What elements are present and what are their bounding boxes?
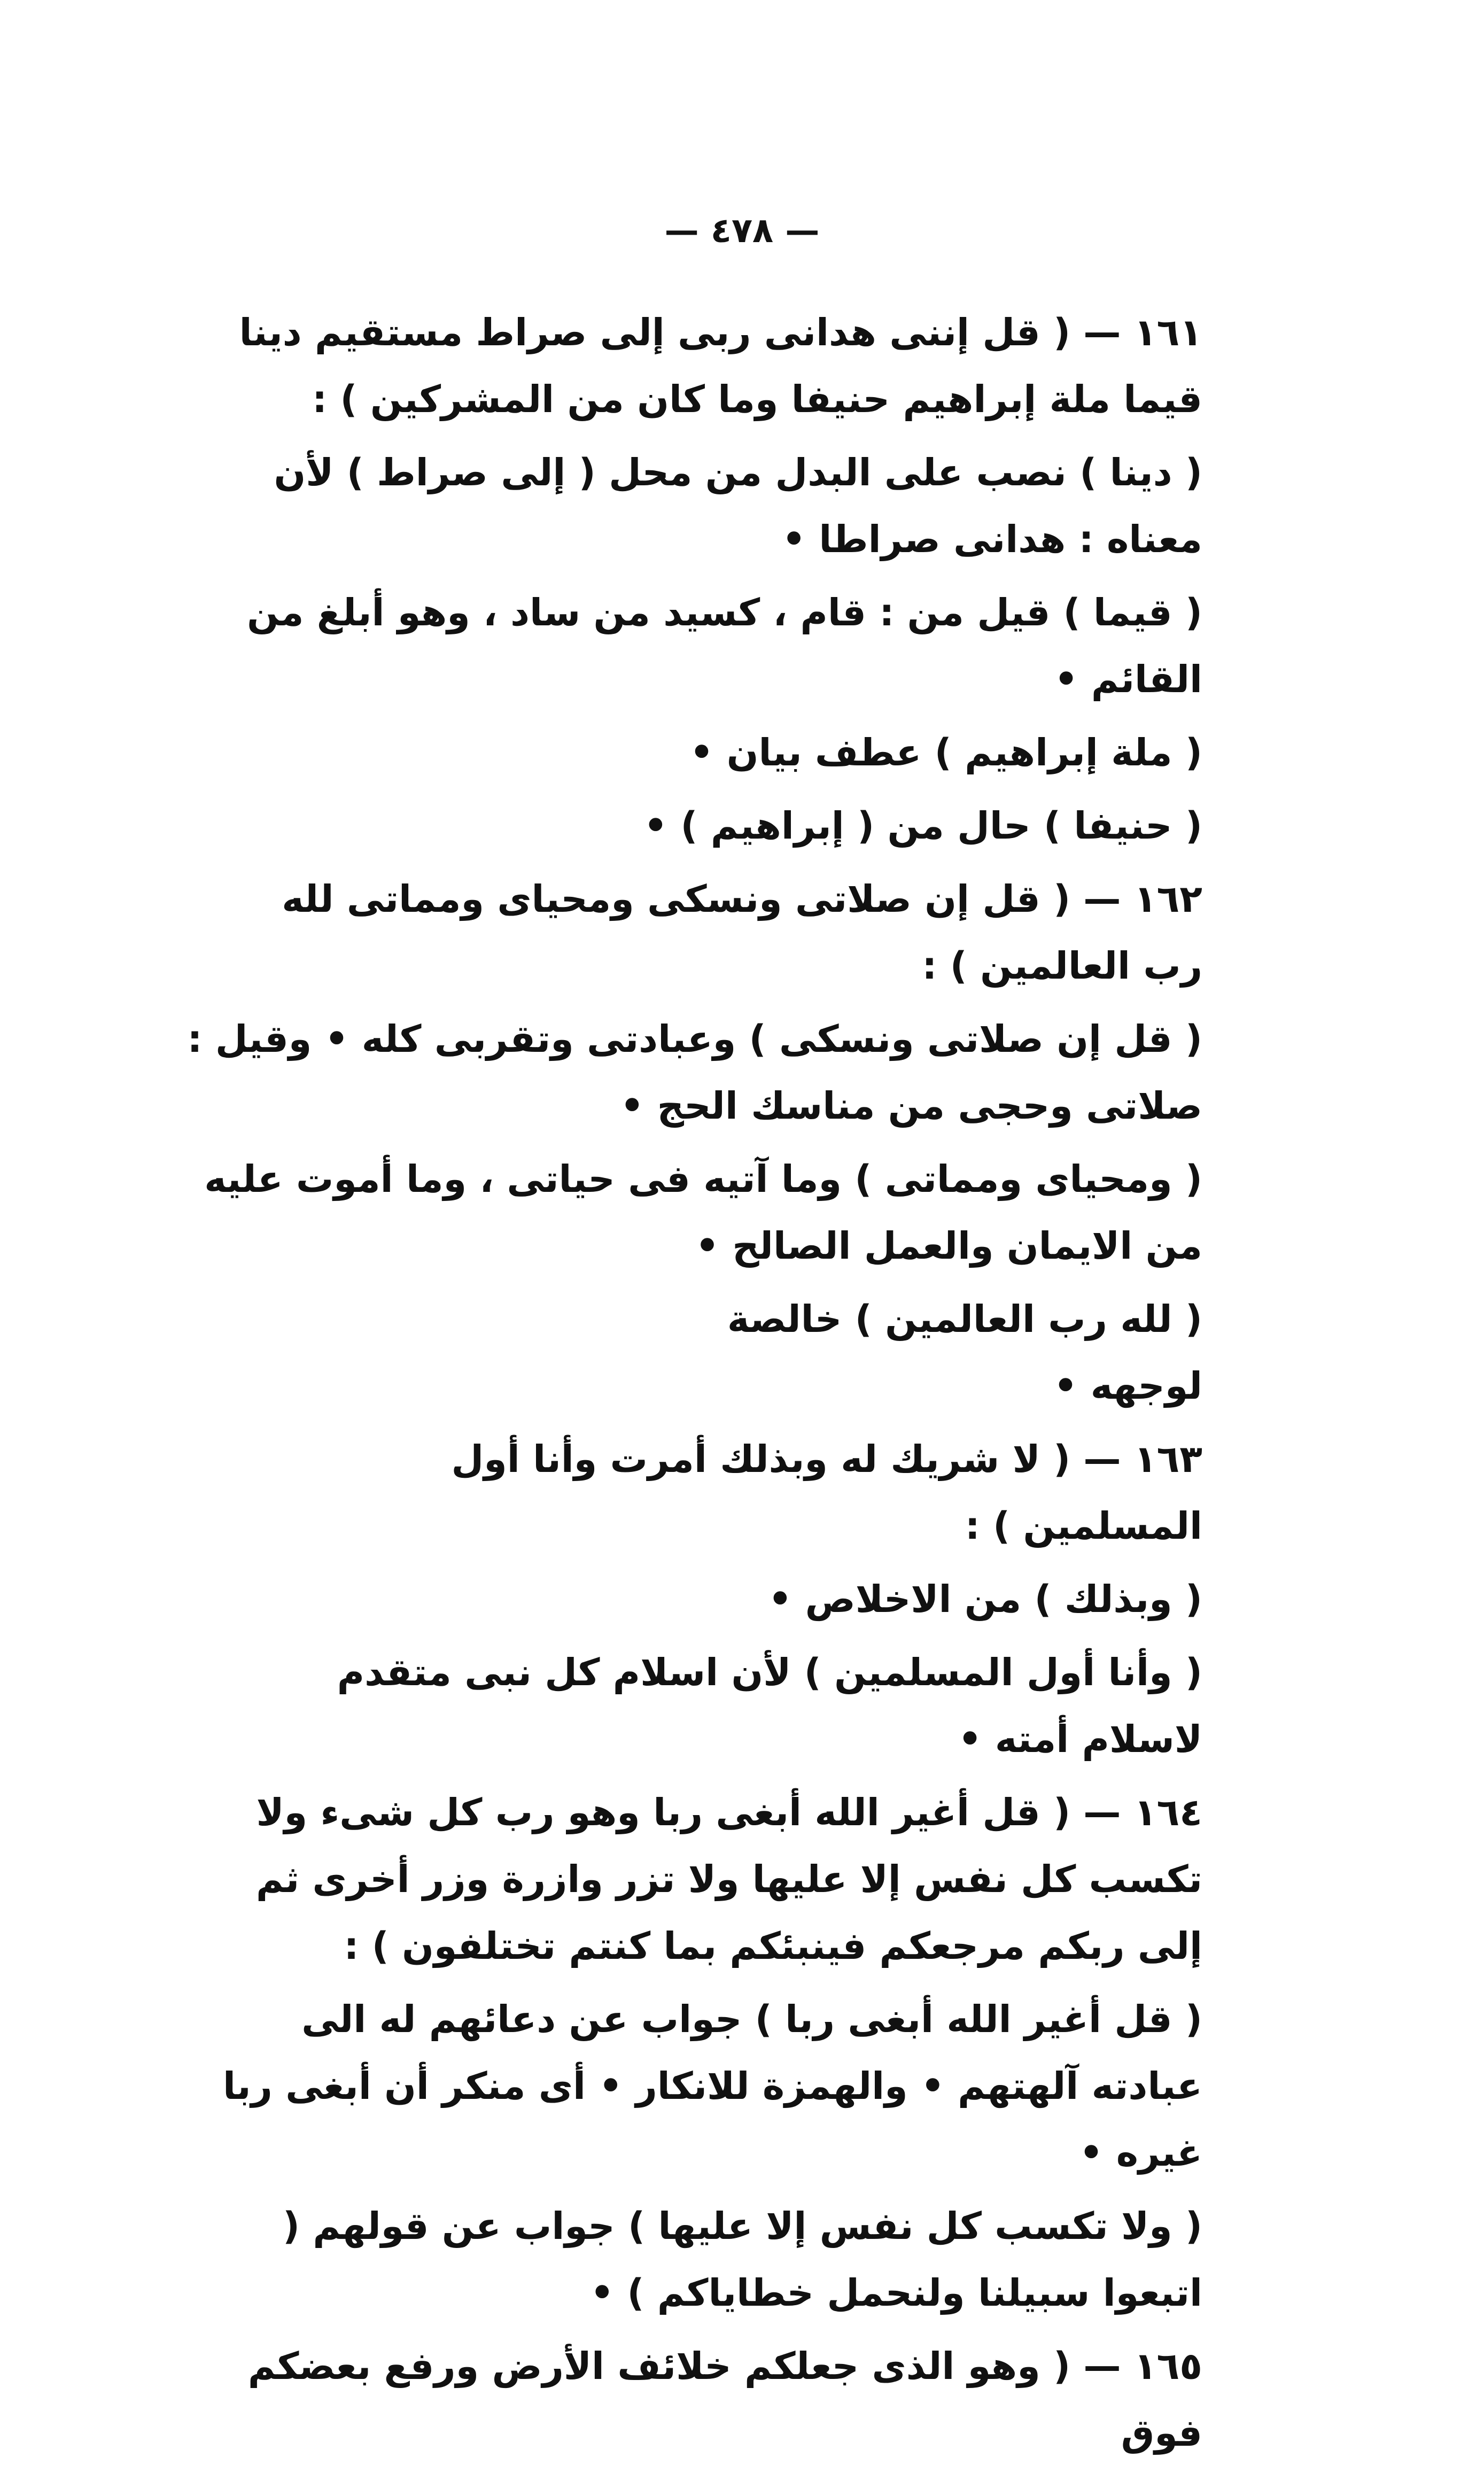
paragraph-lillah: ( لله رب العالمين ) خالصة لوجهه •: [727, 1297, 1202, 1408]
page-number: — ٤٧٨ —: [664, 211, 820, 251]
page-body: [187, 299, 1202, 2473]
paragraph-salati: ( قل إن صلاتى ونسكى ) وعبادتى وتقربى كله • وقيل : صلاتى وحجى من مناسك الحج •: [187, 1017, 1202, 1128]
paragraph-millata: ( ملة إبراهيم ) عطف بيان •: [689, 731, 1202, 774]
paragraph-dina: ( دينا ) نصب على البدل من محل ( إلى صراط ) لأن معناه : هدانى صراطا •: [274, 451, 1202, 561]
paragraph-verse-163: ١٦٣ — ( لا شريك له وبذلك أمرت وأنا أول المسلمين ) :: [451, 1437, 1202, 1548]
paragraph-verse-164: ١٦٤ — ( قل أغير الله أبغى ربا وهو رب كل شىء ولا تكسب كل نفس إلا عليها ولا تزر وازرة وزر أخرى ثم إلى ربكم مرجعكم فينبئكم بما كنتم تختلفون ) :: [255, 1790, 1202, 1968]
paragraph-hanifa: ( حنيفا ) حال من ( إبراهيم ) •: [643, 804, 1202, 848]
paragraph-qiyama: ( قيما ) قيل من : قام ، كسيد من ساد ، وهو أبلغ من القائم •: [247, 591, 1202, 701]
paragraph-verse-165: ١٦٥ — ( وهو الذى جعلكم خلائف الأرض ورفع بعضكم فوق: [247, 2344, 1202, 2455]
paragraph-la-taksibu: ( ولا تكسب كل نفس إلا عليها ) جواب عن قولهم ( اتبعوا سبيلنا ولنحمل خطاياكم ) •: [283, 2204, 1202, 2315]
paragraph-verse-161: ١٦١ — ( قل إننى هدانى ربى إلى صراط مستقيم دينا قيما ملة إبراهيم حنيفا وما كان من المشركين ) :: [239, 311, 1202, 421]
paragraph-verse-162: ١٦٢ — ( قل إن صلاتى ونسكى ومحياى ومماتى لله رب العالمين ) :: [282, 877, 1202, 988]
paragraph-aghayra: ( قل أغير الله أبغى ربا ) جواب عن دعائهم له الى عبادته آلهتهم • والهمزة للانكار • أى منكر أن أبغى ربا غيره •: [222, 1997, 1202, 2175]
paragraph-wa-ana: ( وأنا أول المسلمين ) لأن اسلام كل نبى متقدم لاسلام أمته •: [337, 1650, 1202, 1761]
paragraph-wabidhalika: ( وبذلك ) من الاخلاص •: [768, 1577, 1202, 1621]
paragraph-mahyaya: ( ومحياى ومماتى ) وما آتيه فى حياتى ، وما أموت عليه من الايمان والعمل الصالح •: [204, 1157, 1202, 1268]
